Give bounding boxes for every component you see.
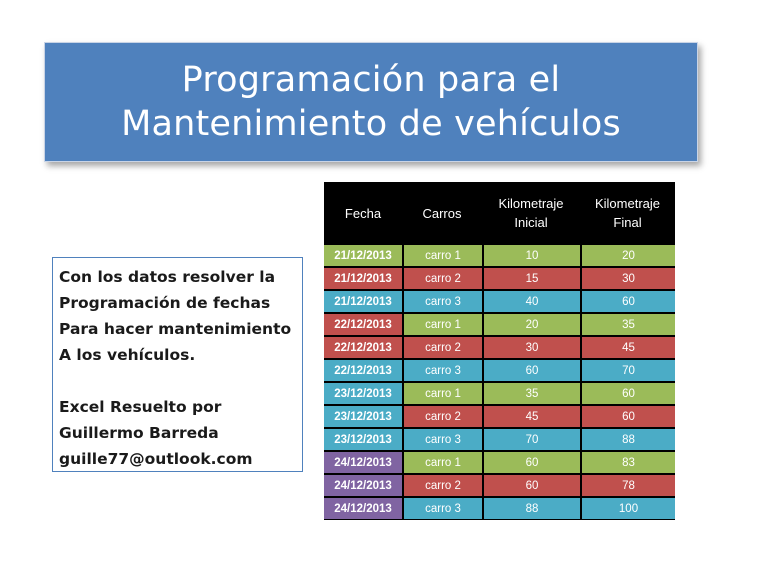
table-row bbox=[324, 336, 675, 359]
table-header bbox=[324, 182, 675, 244]
cell-km-inicial: 20 bbox=[484, 314, 580, 335]
cell-km-final: 78 bbox=[582, 475, 675, 496]
cell-carro: carro 2 bbox=[404, 268, 482, 289]
cell-km-inicial: 60 bbox=[484, 475, 580, 496]
cell-km-inicial: 60 bbox=[484, 360, 580, 381]
cell-carro: carro 3 bbox=[404, 429, 482, 450]
header-km-inicial bbox=[482, 194, 580, 232]
description-box bbox=[52, 257, 303, 472]
header-km-final-line2: Final bbox=[613, 215, 642, 230]
cell-km-inicial: 15 bbox=[484, 268, 580, 289]
header-km-inicial-line2: Inicial bbox=[514, 215, 548, 230]
table-row bbox=[324, 313, 675, 336]
table-row bbox=[324, 451, 675, 474]
table-row bbox=[324, 382, 675, 405]
cell-fecha: 24/12/2013 bbox=[324, 498, 402, 519]
cell-km-inicial: 40 bbox=[484, 291, 580, 312]
table-row bbox=[324, 290, 675, 313]
cell-fecha: 23/12/2013 bbox=[324, 406, 402, 427]
cell-carro: carro 1 bbox=[404, 452, 482, 473]
cell-carro: carro 1 bbox=[404, 383, 482, 404]
cell-fecha: 24/12/2013 bbox=[324, 475, 402, 496]
cell-km-final: 45 bbox=[582, 337, 675, 358]
description-line: Para hacer mantenimiento bbox=[59, 320, 292, 338]
cell-km-final: 60 bbox=[582, 406, 675, 427]
cell-fecha: 22/12/2013 bbox=[324, 314, 402, 335]
cell-km-inicial: 60 bbox=[484, 452, 580, 473]
cell-fecha: 21/12/2013 bbox=[324, 291, 402, 312]
maintenance-table bbox=[324, 182, 675, 520]
cell-fecha: 22/12/2013 bbox=[324, 360, 402, 381]
slide-title bbox=[44, 42, 698, 162]
header-fecha: Fecha bbox=[344, 205, 382, 221]
cell-km-inicial: 88 bbox=[484, 498, 580, 519]
description-line: Con los datos resolver la bbox=[59, 268, 276, 286]
table-row bbox=[324, 428, 675, 451]
cell-fecha: 23/12/2013 bbox=[324, 429, 402, 450]
description-line: Excel Resuelto por bbox=[59, 398, 222, 416]
header-km-final-line1: Kilometraje bbox=[594, 196, 661, 211]
cell-km-final: 100 bbox=[582, 498, 675, 519]
cell-km-final: 70 bbox=[582, 360, 675, 381]
cell-km-inicial: 30 bbox=[484, 337, 580, 358]
cell-km-inicial: 45 bbox=[484, 406, 580, 427]
cell-km-final: 60 bbox=[582, 291, 675, 312]
cell-carro: carro 2 bbox=[404, 475, 482, 496]
description-line: A los vehículos. bbox=[59, 346, 196, 364]
author-email: guille77@outlook.com bbox=[59, 450, 253, 468]
cell-km-inicial: 70 bbox=[484, 429, 580, 450]
table-row bbox=[324, 474, 675, 497]
table-row bbox=[324, 267, 675, 290]
cell-fecha: 21/12/2013 bbox=[324, 268, 402, 289]
title-line-2: Mantenimiento de vehículos bbox=[121, 104, 621, 144]
cell-km-inicial: 10 bbox=[484, 245, 580, 266]
cell-km-final: 30 bbox=[582, 268, 675, 289]
header-km-inicial-line1: Kilometraje bbox=[498, 196, 564, 211]
cell-carro: carro 1 bbox=[404, 314, 482, 335]
table-row bbox=[324, 405, 675, 428]
cell-fecha: 21/12/2013 bbox=[324, 245, 402, 266]
cell-km-final: 88 bbox=[582, 429, 675, 450]
cell-carro: carro 3 bbox=[404, 360, 482, 381]
title-line-1: Programación para el bbox=[181, 60, 561, 100]
description-line: Programación de fechas bbox=[59, 294, 271, 312]
header-km-final bbox=[580, 194, 675, 232]
cell-carro: carro 1 bbox=[404, 245, 482, 266]
description-line: Guillermo Barreda bbox=[59, 424, 219, 442]
cell-fecha: 23/12/2013 bbox=[324, 383, 402, 404]
cell-km-final: 35 bbox=[582, 314, 675, 335]
cell-km-final: 20 bbox=[582, 245, 675, 266]
cell-carro: carro 3 bbox=[404, 498, 482, 519]
cell-km-final: 83 bbox=[582, 452, 675, 473]
table-row bbox=[324, 497, 675, 520]
table-row bbox=[324, 244, 675, 267]
cell-carro: carro 2 bbox=[404, 406, 482, 427]
cell-fecha: 22/12/2013 bbox=[324, 337, 402, 358]
cell-carro: carro 3 bbox=[404, 291, 482, 312]
header-carros: Carros bbox=[422, 205, 462, 221]
cell-carro: carro 2 bbox=[404, 337, 482, 358]
spacer bbox=[59, 368, 302, 394]
cell-km-inicial: 35 bbox=[484, 383, 580, 404]
cell-fecha: 24/12/2013 bbox=[324, 452, 402, 473]
table-row bbox=[324, 359, 675, 382]
cell-km-final: 60 bbox=[582, 383, 675, 404]
